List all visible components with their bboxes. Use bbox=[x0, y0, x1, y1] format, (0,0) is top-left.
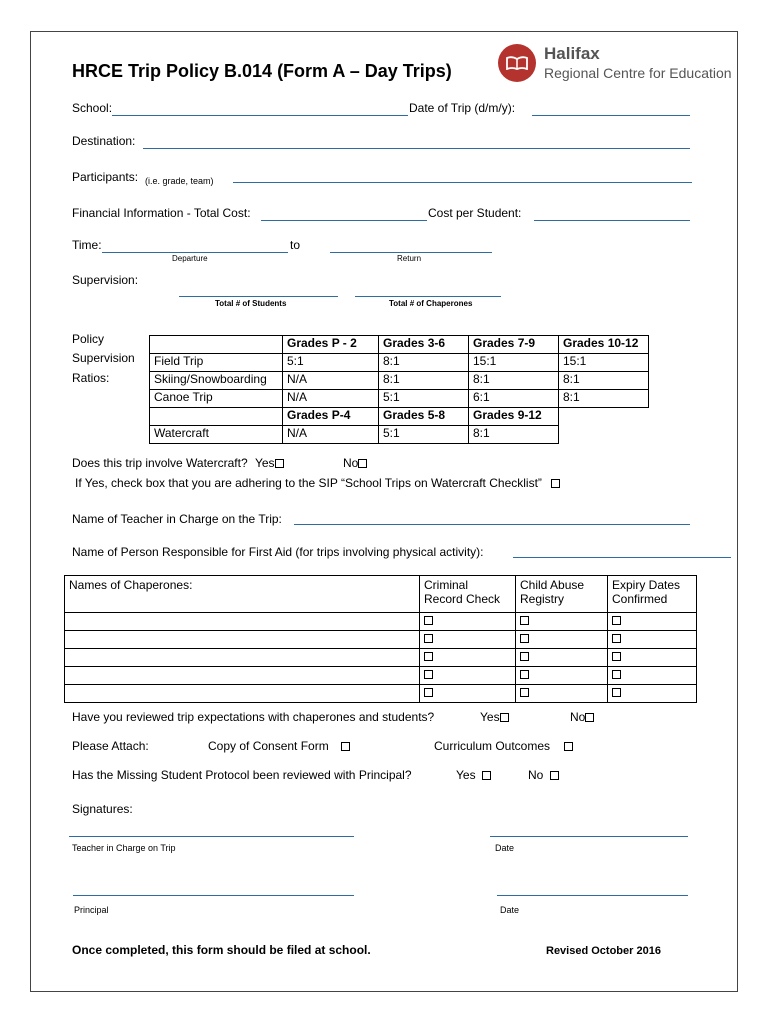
table-cell bbox=[559, 408, 649, 426]
watercraft-no-label: No bbox=[343, 456, 359, 470]
activity-cell: Watercraft bbox=[150, 426, 283, 444]
expiry-checkbox[interactable] bbox=[612, 688, 621, 697]
attach-label: Please Attach: bbox=[72, 739, 149, 753]
criminal-header-2: Record Check bbox=[424, 592, 501, 606]
child-abuse-checkbox[interactable] bbox=[520, 688, 529, 697]
missing-student-question: Has the Missing Student Protocol been reviewed with Principal? bbox=[72, 768, 412, 782]
activity-cell: Skiing/Snowboarding bbox=[150, 372, 283, 390]
date-of-trip-field[interactable] bbox=[532, 115, 690, 116]
table-cell bbox=[608, 667, 697, 685]
watercraft-yes-checkbox[interactable] bbox=[275, 459, 284, 468]
curriculum-outcomes bbox=[434, 739, 573, 753]
table-cell bbox=[420, 631, 516, 649]
watercraft-yes-label: Yes bbox=[254, 456, 275, 470]
revised-date: Revised October 2016 bbox=[546, 945, 661, 957]
table-cell: 8:1 bbox=[559, 372, 649, 390]
logo-line2: Regional Centre for Education bbox=[544, 65, 732, 81]
table-row bbox=[150, 336, 649, 354]
teacher-date-field[interactable] bbox=[490, 836, 688, 837]
table-cell: 8:1 bbox=[379, 354, 469, 372]
criminal-checkbox[interactable] bbox=[424, 634, 433, 643]
table-cell: 5:1 bbox=[283, 354, 379, 372]
table-header-cell: Grades 9-12 bbox=[469, 408, 559, 426]
school-label: School: bbox=[72, 101, 113, 115]
sip-checkbox[interactable] bbox=[551, 479, 560, 488]
table-header-cell: Grades 7-9 bbox=[469, 336, 559, 354]
principal-signature-field[interactable] bbox=[73, 895, 354, 896]
table-cell: 5:1 bbox=[379, 426, 469, 444]
table-row bbox=[150, 408, 649, 426]
school-field[interactable] bbox=[112, 115, 408, 116]
teacher-signature-field[interactable] bbox=[69, 836, 354, 837]
table-cell bbox=[150, 408, 283, 426]
activity-cell: Field Trip bbox=[150, 354, 283, 372]
table-header-cell: Grades 3-6 bbox=[379, 336, 469, 354]
table-cell: 8:1 bbox=[469, 372, 559, 390]
table-cell bbox=[516, 631, 608, 649]
reviewed-yes-checkbox[interactable] bbox=[500, 713, 509, 722]
reviewed-no-checkbox[interactable] bbox=[585, 713, 594, 722]
ratios-label-3: Ratios: bbox=[72, 371, 110, 385]
child-abuse-header-2: Registry bbox=[520, 592, 565, 606]
missing-no-label: No bbox=[528, 768, 544, 782]
table-cell: N/A bbox=[283, 390, 379, 408]
watercraft-no-checkbox[interactable] bbox=[358, 459, 367, 468]
book-icon bbox=[506, 56, 528, 70]
financial-label: Financial Information - Total Cost: bbox=[72, 206, 251, 220]
destination-label: Destination: bbox=[72, 134, 136, 148]
table-cell bbox=[420, 613, 516, 631]
table-row bbox=[150, 354, 649, 372]
teacher-in-charge-label: Name of Teacher in Charge on the Trip: bbox=[72, 512, 282, 526]
table-header-cell bbox=[420, 576, 516, 613]
teacher-in-charge-field[interactable] bbox=[294, 524, 690, 525]
departure-caption: Departure bbox=[172, 254, 208, 263]
principal-date-caption: Date bbox=[500, 905, 520, 915]
table-cell bbox=[420, 685, 516, 703]
consent-form-checkbox[interactable] bbox=[341, 742, 350, 751]
watercraft-question-text: Does this trip involve Watercraft? bbox=[72, 456, 248, 470]
child-abuse-checkbox[interactable] bbox=[520, 616, 529, 625]
cost-per-student-field[interactable] bbox=[534, 220, 690, 221]
supervision-label: Supervision: bbox=[72, 273, 139, 287]
table-cell: 8:1 bbox=[379, 372, 469, 390]
table-header-cell: Grades 10-12 bbox=[559, 336, 649, 354]
return-caption: Return bbox=[397, 254, 422, 263]
table-row bbox=[65, 631, 697, 649]
teacher-date-caption: Date bbox=[495, 843, 515, 853]
missing-yes-label: Yes bbox=[456, 768, 476, 782]
table-cell bbox=[516, 649, 608, 667]
table-header-cell bbox=[608, 576, 697, 613]
date-of-trip-label: Date of Trip (d/m/y): bbox=[409, 101, 516, 115]
table-cell bbox=[516, 685, 608, 703]
total-chaperones-field[interactable] bbox=[355, 296, 501, 297]
first-aid-label: Name of Person Responsible for First Aid (for trips involving physical activity): bbox=[72, 545, 484, 559]
curriculum-outcomes-checkbox[interactable] bbox=[564, 742, 573, 751]
activity-cell: Canoe Trip bbox=[150, 390, 283, 408]
departure-field[interactable] bbox=[102, 252, 288, 253]
return-field[interactable] bbox=[330, 252, 492, 253]
logo-line1: Halifax bbox=[544, 44, 600, 63]
reviewed-question: Have you reviewed trip expectations with chaperones and students? bbox=[72, 710, 435, 724]
consent-form-label: Copy of Consent Form bbox=[208, 739, 329, 753]
table-header-cell: Names of Chaperones: bbox=[65, 576, 420, 613]
criminal-checkbox[interactable] bbox=[424, 652, 433, 661]
ratios-label-1: Policy bbox=[72, 332, 105, 346]
criminal-checkbox[interactable] bbox=[424, 688, 433, 697]
watercraft-no bbox=[343, 456, 367, 470]
table-header-cell bbox=[516, 576, 608, 613]
criminal-checkbox[interactable] bbox=[424, 616, 433, 625]
table-cell bbox=[608, 649, 697, 667]
total-students-caption: Total # of Students bbox=[215, 299, 287, 308]
participants-label: Participants: bbox=[72, 170, 139, 184]
ratios-table bbox=[149, 335, 649, 444]
table-cell: 15:1 bbox=[559, 354, 649, 372]
principal-date-field[interactable] bbox=[497, 895, 688, 896]
ratios-label-2: Supervision bbox=[72, 351, 135, 365]
table-cell bbox=[420, 649, 516, 667]
table-cell bbox=[608, 613, 697, 631]
table-cell: 8:1 bbox=[559, 390, 649, 408]
reviewed-no bbox=[570, 710, 594, 724]
missing-yes-checkbox[interactable] bbox=[482, 771, 491, 780]
watercraft-question bbox=[72, 456, 284, 470]
table-cell: 5:1 bbox=[379, 390, 469, 408]
reviewed-yes-label: Yes bbox=[480, 710, 500, 724]
table-cell: N/A bbox=[283, 372, 379, 390]
watercraft-sip bbox=[75, 476, 560, 490]
table-row bbox=[65, 685, 697, 703]
table-cell: 15:1 bbox=[469, 354, 559, 372]
sip-text: If Yes, check box that you are adhering to the SIP “School Trips on Watercraft Checklist” bbox=[75, 476, 542, 490]
page-title: HRCE Trip Policy B.014 (Form A – Day Trips) bbox=[72, 61, 452, 81]
expiry-header-1: Expiry Dates bbox=[612, 578, 681, 592]
participants-field[interactable] bbox=[233, 182, 692, 183]
child-abuse-checkbox[interactable] bbox=[520, 670, 529, 679]
chaperone-name-cell[interactable] bbox=[65, 631, 420, 649]
total-students-field[interactable] bbox=[179, 296, 338, 297]
table-row bbox=[150, 390, 649, 408]
table-header-cell: Grades P - 2 bbox=[283, 336, 379, 354]
expiry-checkbox[interactable] bbox=[612, 616, 621, 625]
table-cell bbox=[516, 667, 608, 685]
table-cell: 6:1 bbox=[469, 390, 559, 408]
criminal-header-1: Criminal bbox=[424, 578, 469, 592]
child-abuse-header-1: Child Abuse bbox=[520, 578, 585, 592]
chaperone-name-cell[interactable] bbox=[65, 649, 420, 667]
first-aid-field[interactable] bbox=[513, 557, 731, 558]
principal-signature-caption: Principal bbox=[74, 905, 109, 915]
table-cell bbox=[608, 685, 697, 703]
total-cost-field[interactable] bbox=[261, 220, 427, 221]
table-row bbox=[150, 426, 649, 444]
table-cell: 8:1 bbox=[469, 426, 559, 444]
table-cell bbox=[150, 336, 283, 354]
table-header-cell: Grades P-4 bbox=[283, 408, 379, 426]
consent-form bbox=[208, 739, 350, 753]
curriculum-outcomes-label: Curriculum Outcomes bbox=[434, 739, 551, 753]
participants-hint: (i.e. grade, team) bbox=[145, 176, 214, 186]
chaperone-name-cell[interactable] bbox=[65, 613, 420, 631]
table-header-cell: Grades 5-8 bbox=[379, 408, 469, 426]
chaperone-name-cell[interactable] bbox=[65, 667, 420, 685]
total-chaperones-caption: Total # of Chaperones bbox=[389, 299, 473, 308]
table-row bbox=[65, 667, 697, 685]
teacher-signature-caption: Teacher in Charge on Trip bbox=[72, 843, 176, 853]
table-cell bbox=[608, 631, 697, 649]
chaperone-name-cell[interactable] bbox=[65, 685, 420, 703]
child-abuse-checkbox[interactable] bbox=[520, 634, 529, 643]
expiry-checkbox[interactable] bbox=[612, 634, 621, 643]
missing-no-checkbox[interactable] bbox=[550, 771, 559, 780]
chaperones-table bbox=[64, 575, 697, 703]
expiry-checkbox[interactable] bbox=[612, 652, 621, 661]
child-abuse-checkbox[interactable] bbox=[520, 652, 529, 661]
table-cell bbox=[420, 667, 516, 685]
table-row bbox=[65, 613, 697, 631]
table-cell bbox=[516, 613, 608, 631]
table-cell bbox=[559, 426, 649, 444]
expiry-checkbox[interactable] bbox=[612, 670, 621, 679]
table-row bbox=[65, 649, 697, 667]
footer-note: Once completed, this form should be filed at school. bbox=[72, 943, 371, 957]
signatures-label: Signatures: bbox=[72, 802, 133, 816]
table-cell: N/A bbox=[283, 426, 379, 444]
time-label: Time: bbox=[72, 238, 102, 252]
missing-no bbox=[528, 768, 559, 782]
reviewed-no-label: No bbox=[570, 710, 586, 724]
criminal-checkbox[interactable] bbox=[424, 670, 433, 679]
to-label: to bbox=[290, 238, 301, 252]
cost-per-student-label: Cost per Student: bbox=[428, 206, 522, 220]
expiry-header-2: Confirmed bbox=[612, 592, 668, 606]
destination-field[interactable] bbox=[143, 148, 690, 149]
reviewed-yes bbox=[480, 710, 509, 724]
table-row bbox=[150, 372, 649, 390]
missing-yes bbox=[456, 768, 491, 782]
table-row bbox=[65, 576, 697, 613]
